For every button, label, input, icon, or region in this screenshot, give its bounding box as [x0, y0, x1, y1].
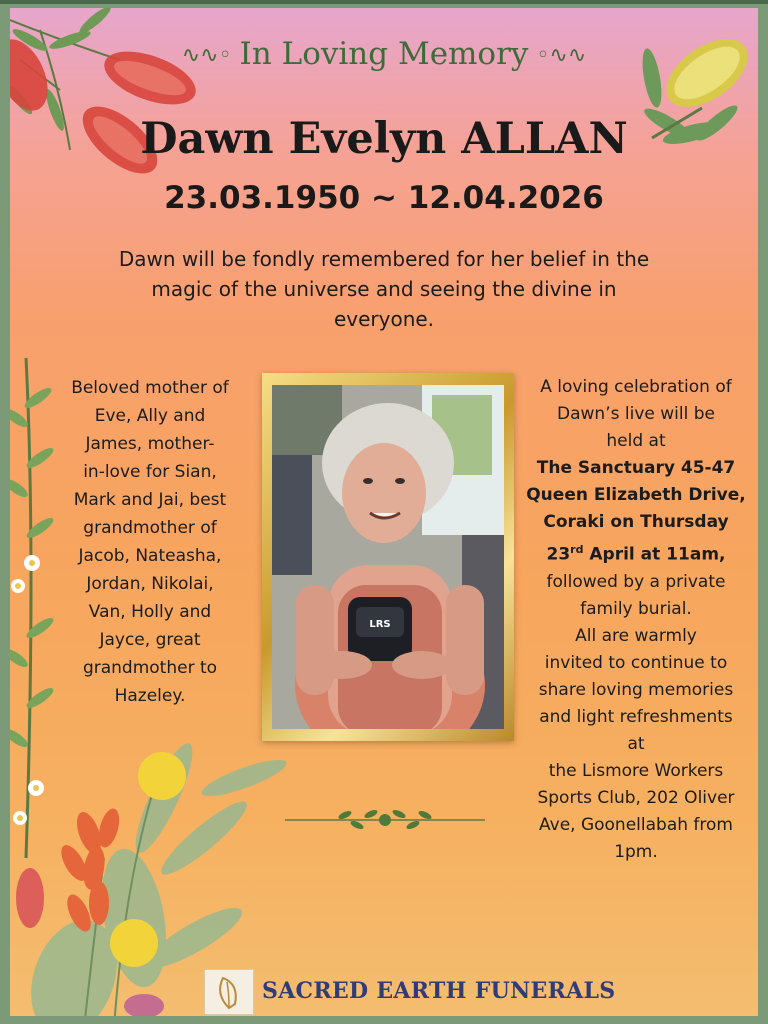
flourish-right-icon: ◦∿∿ — [536, 43, 587, 68]
event-line: family burial. — [580, 598, 692, 619]
event-line: 1pm. — [614, 841, 658, 862]
tribute-line: everyone. — [333, 307, 435, 331]
family-line: grandmother of — [83, 518, 217, 538]
deceased-name: Dawn Evelyn ALLAN — [140, 114, 628, 164]
venue-line: The Sanctuary 45-47 — [536, 458, 736, 478]
event-line: Sports Club, 202 Oliver — [537, 787, 735, 808]
family-line: grandmother to — [82, 658, 218, 678]
event-date-day: 23 — [546, 544, 571, 565]
event-line: at — [627, 733, 645, 754]
event-line: share loving memories — [538, 679, 734, 700]
celebration-details — [518, 374, 754, 866]
leaf-logo-icon — [205, 970, 253, 1014]
heading-text: In Loving Memory — [239, 36, 529, 72]
family-line: Van, Holly and — [88, 602, 212, 622]
funeral-home-name: SACRED EARTH FUNERALS — [262, 978, 616, 1004]
event-line: All are warmly — [575, 625, 697, 646]
event-line: held at — [606, 431, 666, 451]
in-loving-memory-heading — [10, 36, 758, 72]
device-label: LRS — [369, 619, 391, 630]
top-rule — [0, 0, 768, 4]
photo-frame — [262, 373, 514, 741]
portrait-photo — [272, 385, 504, 729]
family-line: Mark and Jai, best — [73, 490, 227, 510]
tribute-text — [70, 244, 698, 334]
life-dates: 23.03.1950 ~ 12.04.2026 — [164, 180, 604, 216]
event-line: followed by a private — [546, 571, 726, 592]
tribute-line: magic of the universe and seeing the divine in — [151, 277, 617, 301]
venue-line: Coraki on Thursday — [543, 512, 729, 532]
event-line: Dawn’s live will be — [557, 404, 715, 424]
leaf-divider-icon — [285, 806, 485, 834]
bottom-botanical-decoration — [10, 738, 334, 1016]
family-line: Jordan, Nikolai, — [86, 574, 214, 594]
event-date-suffix: rd — [570, 543, 584, 556]
event-line: Ave, Goonellabah from — [539, 814, 733, 835]
funeral-home-logo — [204, 969, 254, 1015]
venue-line: Queen Elizabeth Drive, — [526, 485, 746, 505]
family-line: Hazeley. — [114, 686, 186, 706]
family-line: in-love for Sian, — [83, 462, 217, 482]
family-line: Jacob, Nateasha, — [78, 546, 222, 566]
family-line: Beloved mother of — [71, 378, 229, 398]
memorial-card — [10, 8, 758, 1016]
event-date-rest: April at 11am, — [583, 544, 726, 565]
event-date-line — [518, 536, 754, 569]
family-line: Jayce, great — [99, 630, 201, 650]
flourish-left-icon: ∿∿◦ — [181, 43, 232, 68]
event-line: A loving celebration of — [540, 377, 732, 397]
event-line: invited to continue to — [544, 652, 728, 673]
family-line: Eve, Ally and — [94, 406, 206, 426]
tribute-line: Dawn will be fondly remembered for her belief in the — [118, 247, 650, 271]
event-line: the Lismore Workers — [548, 760, 724, 781]
portrait-illustration — [272, 385, 504, 729]
event-line: and light refreshments — [539, 706, 733, 727]
family-line: James, mother- — [85, 434, 215, 454]
family-text — [50, 374, 250, 710]
